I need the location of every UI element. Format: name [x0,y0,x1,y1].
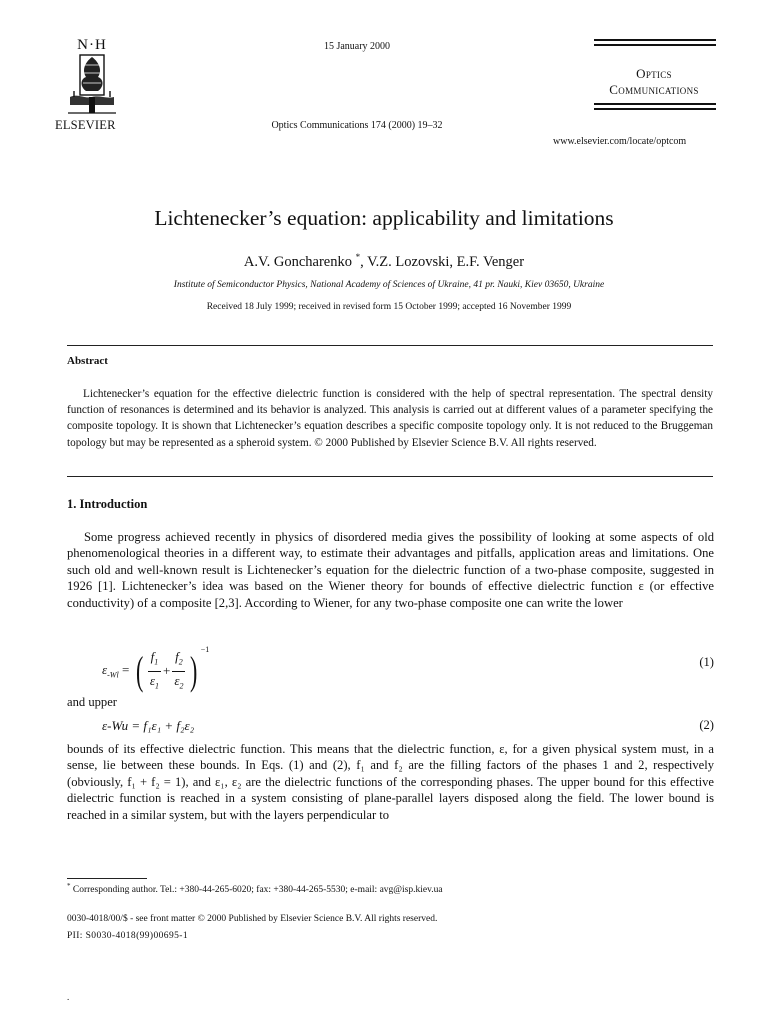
footnote-mark: * [67,882,71,890]
journal-rule-top-2 [594,44,716,46]
equation-2-number: (2) [699,718,714,732]
authors-rest: , V.Z. Lozovski, E.F. Venger [360,253,525,270]
author-affiliation: Institute of Semiconductor Physics, National Academy of Sciences of Ukraine, 41 pr. Nauki, Kiev 03650, Ukraine [173,280,605,290]
eq1-left-paren: ( [135,648,143,694]
copyright-line: 0030-4018/00/$ - see front matter © 2000 Published by Elsevier Science B.V. All rights reserved. [67,914,438,924]
journal-name-line1: Optics [636,66,672,81]
footnote-corresponding-author [67,882,443,895]
journal-name [594,66,714,98]
equation-1 [102,645,209,694]
abstract-text: Lichtenecker’s equation for the effective dielectric function is considered with the help of spectral representation. The spectral density function of resonances is determined and its behavior is analyzed. This analysis is carried out at different values of a parameter specifying the composite topology. It is shown that Lichtenecker’s equation describes a specific composite topology only. It is not reduced to the Bruggeman topology but may be represented as a spheroid system. © 2000 Published by Elsevier Science B.V. All rights reserved. [67,388,713,449]
journal-rule-bottom-2 [594,108,716,110]
corresponding-author-mark[interactable]: * [355,252,361,262]
equation-1-number: (1) [699,655,714,669]
footnote-rule [67,878,147,879]
eq1-lhs: $\varepsilon_{-Wl}$ [102,662,119,680]
equation-2: ε-Wu = f₁ε₁ + f₂ε₂ [102,718,195,733]
publisher-emblem-icon [62,53,122,115]
intro-paragraph-1: Some progress achieved recently in physics of disordered media gives the possibility of looking at some aspects of old phenomenological theories in a different way, to estimate their advantages and pitfalls, application areas and limitations. One such old and well-known result is Lichtenecker’s equation for the dielectric function of a two-phase composite, suggested in 1926 [1]. Lichtenecker’s idea was based on the Wiener theory for bounds of effective dielectric function ε (or effective conductivity) of a composite [2,3]. According to Wiener, for any two-phase composite one can write the lower [67,530,714,610]
abstract-rule-bottom [67,476,713,477]
abstract-heading: Abstract [67,355,108,367]
eq1-fraction-1: $\frac{f_1}{\varepsilon_1}$ [149,648,159,691]
journal-rule-bottom-1 [594,103,716,105]
article-title: Lichtenecker’s equation: applicability and limitations [154,206,614,230]
abstract-rule-top [67,345,713,346]
author-1: A.V. Goncharenko [243,253,352,270]
received-dates: Received 18 July 1999; received in revised form 15 October 1999; accepted 16 November 1999 [206,302,572,312]
eq1-plus: + [162,663,171,679]
eq1-fraction-2: $\frac{f_2}{\varepsilon_2}$ [174,648,184,691]
eq1-right-paren: ) [190,648,198,694]
footnote-text: Corresponding author. Tel.: +380-44-265-6020; fax: +380-44-265-5530; e-mail: avg@isp.kiev.ua [72,885,443,896]
pii-line: PII: S0030-4018(99)00695-1 [67,931,188,941]
publisher-name: ELSEVIER [55,118,116,132]
journal-name-line2: Communications [609,82,699,97]
eq1-exponent: −1 [200,645,210,654]
issue-date: 15 January 2000 [323,41,391,52]
page-mark: . [67,992,70,1002]
eq1-equals: = [118,662,133,677]
article-authors [0,252,768,271]
publisher-mark: N·H [77,37,107,53]
journal-rule-top-1 [594,39,716,41]
intro-between-text: and upper [67,695,118,709]
section-heading: 1. Introduction [67,497,148,511]
journal-url[interactable]: www.elsevier.com/locate/optcom [553,136,687,147]
intro-paragraph-2: bounds of its effective dielectric function. This means that the dielectric function, ε, for a given physical system must, in a sense, lie between these bounds. In Eqs. (1) and (2), f₁ and f₂ are the filling factors of the phases 1 and 2, respectively (obviously, f₁ + f₂ = 1), and ε₁, ε₂ are the dielectric functions of the corresponding phases. The upper bound for this effective dielectric function is reached in a system consisting of plane-parallel layers disposed along the field. The lower bound is reached in a similar system, but with the layers perpendicular to [67,742,714,822]
journal-reference: Optics Communications 174 (2000) 19–32 [271,120,443,131]
